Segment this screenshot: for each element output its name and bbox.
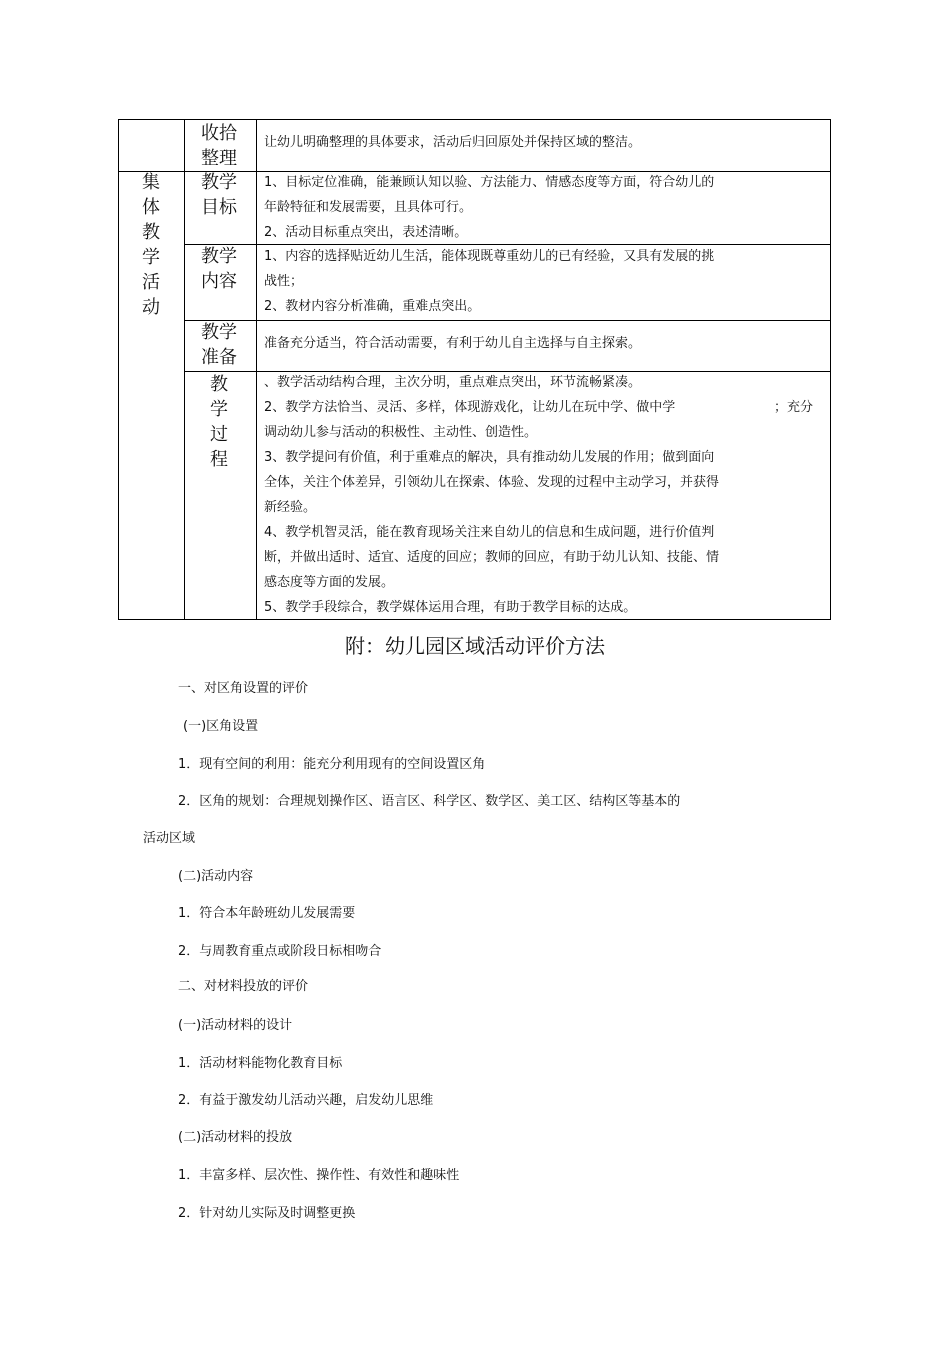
appendix-paragraph: 2．区角的规划：合理规划操作区、语言区、科学区、数学区、美工区、结构区等基本的 (178, 794, 681, 809)
appendix-paragraph: 二、对材料投放的评价 (178, 979, 309, 994)
row-label-line: 教学 (201, 172, 237, 193)
appendix-paragraph: 活动区域 (143, 831, 196, 846)
row-label-prep (184, 320, 254, 370)
content-line: 感态度等方面的发展。 (264, 575, 395, 590)
row-content-goals (264, 170, 714, 245)
appendix-paragraph: 1．活动材料能物化教育目标 (178, 1056, 343, 1071)
content-line: 年龄特征和发展需要，且具体可行。 (264, 200, 473, 215)
row-label-line: 目标 (201, 197, 237, 218)
content-line: 调动幼儿参与活动的积极性、主动性、创造性。 (264, 425, 538, 440)
appendix-paragraph: 1．符合本年龄班幼儿发展需要 (178, 906, 356, 921)
row-label-line: 过 (210, 424, 228, 445)
group-label-char: 教 (142, 222, 160, 243)
content-line: 1、内容的选择贴近幼儿生活，能体现既尊重幼儿的已有经验，又具有发展的挑 (264, 249, 715, 264)
row-label-line: 整理 (201, 148, 237, 169)
content-line: 4、教学机智灵活，能在教育现场关注来自幼儿的信息和生成问题，进行价值判 (264, 525, 715, 540)
row-content-prep: 准备充分适当，符合活动需要，有利于幼儿自主选择与自主探索。 (264, 336, 642, 351)
row-label-line: 准备 (201, 347, 237, 368)
appendix-paragraph: 2．与周教育重点或阶段日标相吻合 (178, 944, 382, 959)
row-label-line: 收拾 (201, 123, 237, 144)
appendix-paragraph: 2．针对幼儿实际及时调整更换 (178, 1206, 356, 1221)
appendix-title: 附：幼儿园区域活动评价方法 (345, 634, 605, 658)
row-label-line: 教 (210, 374, 228, 395)
appendix-paragraph: (一)活动材料的设计 (178, 1018, 293, 1033)
row-label-line: 程 (210, 449, 228, 470)
appendix-paragraph: (二)活动内容 (178, 869, 254, 884)
content-line: 新经验。 (264, 500, 317, 515)
row-content-content (264, 244, 714, 319)
appendix-paragraph: (二)活动材料的投放 (178, 1130, 293, 1145)
content-line: 全体，关注个体差异，引领幼儿在探索、体验、发现的过程中主动学习，并获得 (264, 475, 720, 490)
process-aside-text: ；充分 (774, 400, 814, 415)
table-col-divider (256, 120, 257, 619)
appendix-paragraph: 1．现有空间的利用：能充分利用现有的空间设置区角 (178, 757, 486, 772)
group-label-char: 活 (142, 272, 160, 293)
content-line: 2、活动目标重点突出，表述清晰。 (264, 225, 468, 240)
row-label-process (184, 372, 254, 472)
evaluation-table (118, 119, 831, 620)
content-line: 断，并做出适时、适宜、适度的回应；教师的回应，有助于幼儿认知、技能、情 (264, 550, 720, 565)
row-label-line: 内容 (201, 271, 237, 292)
content-line: 、教学活动结构合理，主次分明，重点难点突出，环节流畅紧凑。 (264, 375, 642, 390)
row-label-line: 教学 (201, 322, 237, 343)
appendix-paragraph: 2．有益于激发幼儿活动兴趣，启发幼儿思维 (178, 1093, 434, 1108)
row-label-line: 教学 (201, 246, 237, 267)
appendix-paragraph: 一、对区角设置的评价 (178, 681, 309, 696)
content-line: 2、教材内容分析准确，重难点突出。 (264, 299, 481, 314)
content-line: 2、教学方法恰当、灵活、多样，体现游戏化，让幼儿在玩中学、做中学 (264, 400, 676, 415)
row-label-line: 学 (210, 399, 228, 420)
group-label-char: 动 (142, 297, 160, 318)
group-label-collective-teaching (121, 170, 181, 320)
group-label-char: 集 (142, 172, 160, 193)
table-row-divider (184, 320, 830, 321)
content-line: 5、教学手段综合，教学媒体运用合理，有助于教学目标的达成。 (264, 600, 637, 615)
content-line: 3、教学提问有价值，利于重难点的解决，具有推动幼儿发展的作用；做到面向 (264, 450, 715, 465)
row-content-cleanup: 让幼儿明确整理的具体要求，活动后归回原处并保持区域的整洁。 (264, 135, 642, 150)
group-label-char: 体 (142, 197, 160, 218)
group-label-char: 学 (142, 247, 160, 268)
row-label-goals (184, 170, 254, 220)
content-line: 战性； (264, 274, 304, 289)
content-line: 1、目标定位准确，能兼顾认知以验、方法能力、情感态度等方面，符合幼儿的 (264, 175, 715, 190)
row-label-cleanup (184, 121, 254, 171)
row-content-process (264, 370, 719, 620)
appendix-paragraph: 1．丰富多样、层次性、操作性、有效性和趣味性 (178, 1168, 460, 1183)
row-label-content (184, 244, 254, 294)
appendix-paragraph: (一)区角设置 (183, 719, 259, 734)
